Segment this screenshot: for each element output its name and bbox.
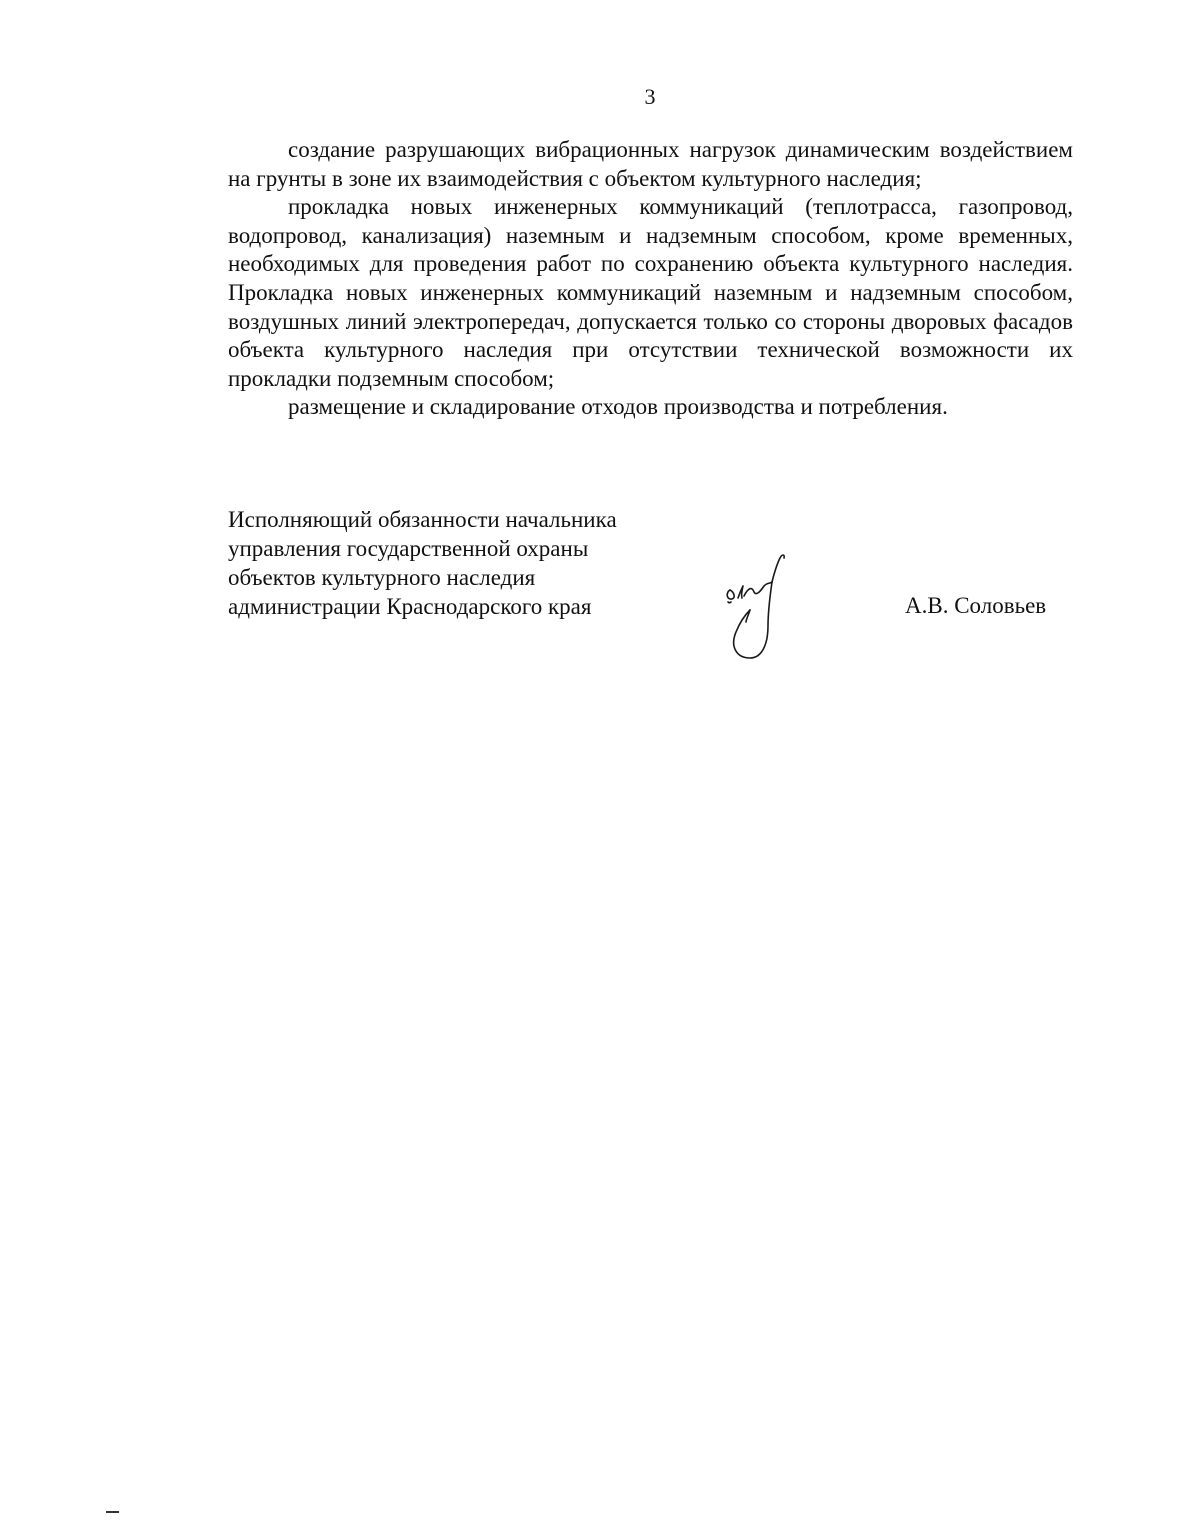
signer-position-line: объектов культурного наследия <box>228 565 536 590</box>
signer-position-line: управления государственной охраны <box>228 536 589 561</box>
signer-position-line: администрации Краснодарского края <box>228 594 592 619</box>
paragraph-utilities: прокладка новых инженерных коммуникаций (теплотрасса, газопровод, водопровод, канализация) наземным и надземным способом, кроме временных, необходимых для проведения работ по сохранению объекта культурного наследия. Прокладка новых инженерных коммуникаций наземным и надземным способом, воздушных линий электропередач, допускается только со стороны дворовых фасадов объекта культурного наследия при отсутствии технической возможности их прокладки подземным способом; <box>228 194 1073 391</box>
scan-edge-mark <box>106 1511 119 1513</box>
paragraph-vibration-loads: создание разрушающих вибрационных нагрузок динамическим воздействием на грунты в зоне их взаимодействия с объектом культурного наследия; <box>228 137 1073 191</box>
signer-position-line: Исполняющий обязанности начальника <box>228 507 617 532</box>
handwritten-signature-icon <box>710 552 800 662</box>
body-text <box>228 136 1073 422</box>
signer-name: А.В. Соловьев <box>905 593 1047 618</box>
signer-position <box>228 505 617 621</box>
paragraph-waste: размещение и складирование отходов производства и потребления. <box>288 394 948 420</box>
page-number: 3 <box>644 84 656 109</box>
